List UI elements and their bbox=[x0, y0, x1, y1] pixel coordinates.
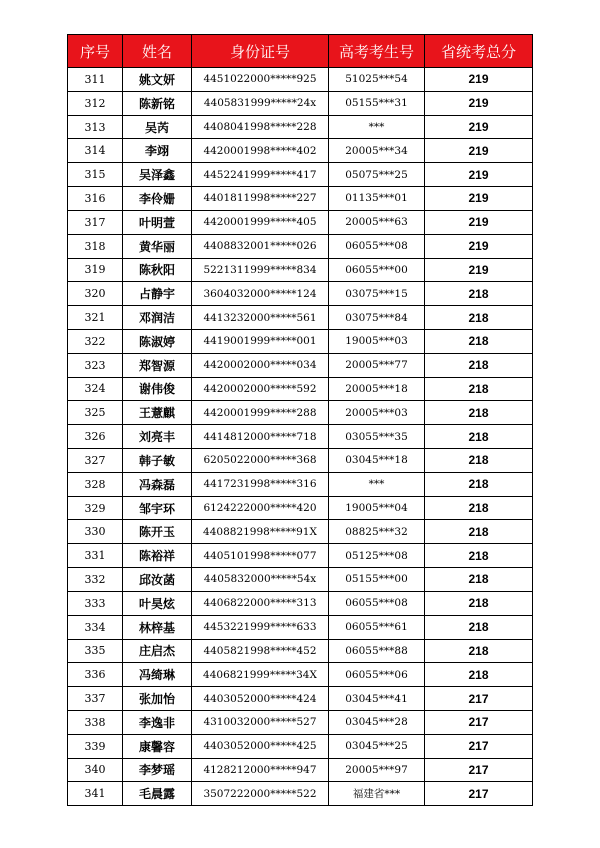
cell-seq: 323 bbox=[68, 353, 123, 377]
table-row bbox=[68, 782, 533, 806]
header-score: 省统考总分 bbox=[425, 35, 533, 68]
cell-exam-number: 03045***28 bbox=[329, 710, 425, 734]
cell-seq: 312 bbox=[68, 91, 123, 115]
cell-exam-number: 06055***00 bbox=[329, 258, 425, 282]
table-row bbox=[68, 734, 533, 758]
table-row bbox=[68, 306, 533, 330]
header-row bbox=[68, 35, 533, 68]
table-row bbox=[68, 496, 533, 520]
cell-id-number: 4405101998*****077 bbox=[192, 544, 329, 568]
table-row bbox=[68, 639, 533, 663]
cell-id-number: 4405821998*****452 bbox=[192, 639, 329, 663]
cell-name: 李伶姗 bbox=[123, 187, 192, 211]
cell-exam-number: 06055***88 bbox=[329, 639, 425, 663]
cell-seq: 341 bbox=[68, 782, 123, 806]
table-row bbox=[68, 139, 533, 163]
cell-id-number: 4417231998*****316 bbox=[192, 472, 329, 496]
cell-seq: 334 bbox=[68, 615, 123, 639]
cell-id-number: 4128212000*****947 bbox=[192, 758, 329, 782]
cell-name: 李逸非 bbox=[123, 710, 192, 734]
cell-name: 韩子敏 bbox=[123, 449, 192, 473]
cell-score: 219 bbox=[425, 91, 533, 115]
cell-exam-number: 05155***31 bbox=[329, 91, 425, 115]
cell-score: 219 bbox=[425, 234, 533, 258]
cell-id-number: 4405832000*****54x bbox=[192, 568, 329, 592]
cell-exam-number: 03075***84 bbox=[329, 306, 425, 330]
cell-name: 冯绮琳 bbox=[123, 663, 192, 687]
cell-exam-number: 06055***08 bbox=[329, 234, 425, 258]
cell-id-number: 4420001998*****402 bbox=[192, 139, 329, 163]
cell-score: 218 bbox=[425, 377, 533, 401]
table-row bbox=[68, 329, 533, 353]
cell-score: 219 bbox=[425, 68, 533, 92]
table-row bbox=[68, 377, 533, 401]
cell-name: 李梦瑶 bbox=[123, 758, 192, 782]
cell-id-number: 4420002000*****592 bbox=[192, 377, 329, 401]
cell-id-number: 4420002000*****034 bbox=[192, 353, 329, 377]
cell-score: 218 bbox=[425, 425, 533, 449]
cell-name: 陈开玉 bbox=[123, 520, 192, 544]
cell-name: 刘亮丰 bbox=[123, 425, 192, 449]
cell-name: 毛晨露 bbox=[123, 782, 192, 806]
table-row bbox=[68, 258, 533, 282]
cell-exam-number: 06055***61 bbox=[329, 615, 425, 639]
cell-name: 叶明萱 bbox=[123, 210, 192, 234]
cell-name: 陈新铭 bbox=[123, 91, 192, 115]
cell-score: 218 bbox=[425, 663, 533, 687]
cell-exam-number: 20005***18 bbox=[329, 377, 425, 401]
cell-score: 218 bbox=[425, 639, 533, 663]
cell-exam-number: *** bbox=[329, 472, 425, 496]
cell-seq: 320 bbox=[68, 282, 123, 306]
cell-exam-number: 03045***41 bbox=[329, 687, 425, 711]
cell-score: 217 bbox=[425, 782, 533, 806]
cell-score: 218 bbox=[425, 544, 533, 568]
cell-id-number: 4403052000*****424 bbox=[192, 687, 329, 711]
header-exam-number: 高考考生号 bbox=[329, 35, 425, 68]
cell-seq: 330 bbox=[68, 520, 123, 544]
cell-seq: 319 bbox=[68, 258, 123, 282]
cell-name: 邓润洁 bbox=[123, 306, 192, 330]
cell-score: 218 bbox=[425, 306, 533, 330]
cell-id-number: 5221311999*****834 bbox=[192, 258, 329, 282]
cell-score: 218 bbox=[425, 591, 533, 615]
cell-seq: 322 bbox=[68, 329, 123, 353]
cell-seq: 335 bbox=[68, 639, 123, 663]
header-seq: 序号 bbox=[68, 35, 123, 68]
cell-seq: 315 bbox=[68, 163, 123, 187]
cell-name: 谢伟俊 bbox=[123, 377, 192, 401]
cell-seq: 311 bbox=[68, 68, 123, 92]
cell-seq: 324 bbox=[68, 377, 123, 401]
cell-score: 218 bbox=[425, 472, 533, 496]
cell-name: 王薏麒 bbox=[123, 401, 192, 425]
table-row bbox=[68, 210, 533, 234]
cell-name: 陈秋阳 bbox=[123, 258, 192, 282]
table-row bbox=[68, 234, 533, 258]
cell-seq: 331 bbox=[68, 544, 123, 568]
table-row bbox=[68, 353, 533, 377]
cell-id-number: 4406822000*****313 bbox=[192, 591, 329, 615]
table-row bbox=[68, 687, 533, 711]
table-row bbox=[68, 663, 533, 687]
cell-name: 吴泽鑫 bbox=[123, 163, 192, 187]
table-row bbox=[68, 758, 533, 782]
cell-seq: 316 bbox=[68, 187, 123, 211]
cell-name: 庄启杰 bbox=[123, 639, 192, 663]
table-row bbox=[68, 163, 533, 187]
cell-id-number: 4403052000*****425 bbox=[192, 734, 329, 758]
cell-exam-number: 05125***08 bbox=[329, 544, 425, 568]
cell-score: 218 bbox=[425, 401, 533, 425]
cell-exam-number: 03055***35 bbox=[329, 425, 425, 449]
cell-name: 叶昊炫 bbox=[123, 591, 192, 615]
cell-seq: 336 bbox=[68, 663, 123, 687]
cell-seq: 332 bbox=[68, 568, 123, 592]
table-row bbox=[68, 282, 533, 306]
table-row bbox=[68, 187, 533, 211]
table-row bbox=[68, 615, 533, 639]
table-row bbox=[68, 68, 533, 92]
cell-exam-number: 20005***34 bbox=[329, 139, 425, 163]
cell-score: 218 bbox=[425, 520, 533, 544]
cell-seq: 333 bbox=[68, 591, 123, 615]
cell-id-number: 4405831999*****24x bbox=[192, 91, 329, 115]
cell-score: 218 bbox=[425, 615, 533, 639]
cell-id-number: 4413232000*****561 bbox=[192, 306, 329, 330]
cell-exam-number: 01135***01 bbox=[329, 187, 425, 211]
cell-exam-number: 03045***25 bbox=[329, 734, 425, 758]
score-table bbox=[67, 34, 533, 806]
cell-score: 218 bbox=[425, 329, 533, 353]
cell-name: 占静宇 bbox=[123, 282, 192, 306]
cell-seq: 338 bbox=[68, 710, 123, 734]
cell-id-number: 4420001999*****405 bbox=[192, 210, 329, 234]
table-header bbox=[68, 35, 533, 68]
table-row bbox=[68, 449, 533, 473]
cell-id-number: 4420001999*****288 bbox=[192, 401, 329, 425]
cell-seq: 340 bbox=[68, 758, 123, 782]
cell-seq: 318 bbox=[68, 234, 123, 258]
cell-seq: 313 bbox=[68, 115, 123, 139]
cell-score: 219 bbox=[425, 210, 533, 234]
table-row bbox=[68, 520, 533, 544]
table-row bbox=[68, 115, 533, 139]
cell-name: 李翊 bbox=[123, 139, 192, 163]
cell-name: 姚文妍 bbox=[123, 68, 192, 92]
cell-id-number: 3604032000*****124 bbox=[192, 282, 329, 306]
cell-id-number: 4408832001*****026 bbox=[192, 234, 329, 258]
cell-exam-number: 03045***18 bbox=[329, 449, 425, 473]
table-row bbox=[68, 425, 533, 449]
cell-exam-number: 06055***06 bbox=[329, 663, 425, 687]
cell-name: 郑智源 bbox=[123, 353, 192, 377]
cell-name: 邱汝菡 bbox=[123, 568, 192, 592]
cell-name: 张加怡 bbox=[123, 687, 192, 711]
cell-seq: 329 bbox=[68, 496, 123, 520]
cell-id-number: 4414812000*****718 bbox=[192, 425, 329, 449]
cell-seq: 314 bbox=[68, 139, 123, 163]
cell-exam-number: 20005***63 bbox=[329, 210, 425, 234]
table-row bbox=[68, 91, 533, 115]
cell-exam-number: 05075***25 bbox=[329, 163, 425, 187]
table-row bbox=[68, 401, 533, 425]
cell-id-number: 3507222000*****522 bbox=[192, 782, 329, 806]
cell-seq: 321 bbox=[68, 306, 123, 330]
cell-seq: 326 bbox=[68, 425, 123, 449]
cell-name: 陈淑婷 bbox=[123, 329, 192, 353]
cell-seq: 317 bbox=[68, 210, 123, 234]
cell-exam-number: 19005***04 bbox=[329, 496, 425, 520]
cell-score: 217 bbox=[425, 734, 533, 758]
cell-score: 218 bbox=[425, 353, 533, 377]
cell-score: 217 bbox=[425, 710, 533, 734]
table-body bbox=[68, 68, 533, 806]
cell-name: 康馨容 bbox=[123, 734, 192, 758]
cell-seq: 327 bbox=[68, 449, 123, 473]
cell-exam-number: 福建省*** bbox=[329, 782, 425, 806]
cell-id-number: 4406821999*****34X bbox=[192, 663, 329, 687]
table-row bbox=[68, 710, 533, 734]
cell-exam-number: 05155***00 bbox=[329, 568, 425, 592]
header-id: 身份证号 bbox=[192, 35, 329, 68]
cell-exam-number: 06055***08 bbox=[329, 591, 425, 615]
cell-score: 218 bbox=[425, 568, 533, 592]
header-name: 姓名 bbox=[123, 35, 192, 68]
cell-exam-number: 20005***03 bbox=[329, 401, 425, 425]
cell-id-number: 4408041998*****228 bbox=[192, 115, 329, 139]
cell-id-number: 6124222000*****420 bbox=[192, 496, 329, 520]
cell-score: 217 bbox=[425, 758, 533, 782]
cell-exam-number: 20005***77 bbox=[329, 353, 425, 377]
cell-name: 邹宇环 bbox=[123, 496, 192, 520]
cell-score: 218 bbox=[425, 449, 533, 473]
cell-id-number: 4451022000*****925 bbox=[192, 68, 329, 92]
cell-name: 林梓基 bbox=[123, 615, 192, 639]
cell-id-number: 4419001999*****001 bbox=[192, 329, 329, 353]
cell-exam-number: 08825***32 bbox=[329, 520, 425, 544]
cell-exam-number: *** bbox=[329, 115, 425, 139]
cell-exam-number: 03075***15 bbox=[329, 282, 425, 306]
cell-id-number: 4310032000*****527 bbox=[192, 710, 329, 734]
cell-score: 219 bbox=[425, 258, 533, 282]
cell-score: 219 bbox=[425, 115, 533, 139]
cell-exam-number: 51025***54 bbox=[329, 68, 425, 92]
cell-score: 219 bbox=[425, 139, 533, 163]
table-row bbox=[68, 568, 533, 592]
cell-exam-number: 19005***03 bbox=[329, 329, 425, 353]
cell-name: 黄华丽 bbox=[123, 234, 192, 258]
cell-seq: 328 bbox=[68, 472, 123, 496]
cell-id-number: 4401811998*****227 bbox=[192, 187, 329, 211]
cell-exam-number: 20005***97 bbox=[329, 758, 425, 782]
table-row bbox=[68, 472, 533, 496]
cell-seq: 337 bbox=[68, 687, 123, 711]
table-row bbox=[68, 591, 533, 615]
cell-score: 217 bbox=[425, 687, 533, 711]
cell-name: 冯森磊 bbox=[123, 472, 192, 496]
cell-id-number: 4453221999*****633 bbox=[192, 615, 329, 639]
cell-score: 218 bbox=[425, 496, 533, 520]
cell-seq: 325 bbox=[68, 401, 123, 425]
cell-name: 陈裕祥 bbox=[123, 544, 192, 568]
cell-score: 219 bbox=[425, 163, 533, 187]
cell-name: 吴芮 bbox=[123, 115, 192, 139]
cell-score: 218 bbox=[425, 282, 533, 306]
cell-score: 219 bbox=[425, 187, 533, 211]
cell-id-number: 4408821998*****91X bbox=[192, 520, 329, 544]
table-row bbox=[68, 544, 533, 568]
cell-id-number: 6205022000*****368 bbox=[192, 449, 329, 473]
cell-id-number: 4452241999*****417 bbox=[192, 163, 329, 187]
cell-seq: 339 bbox=[68, 734, 123, 758]
